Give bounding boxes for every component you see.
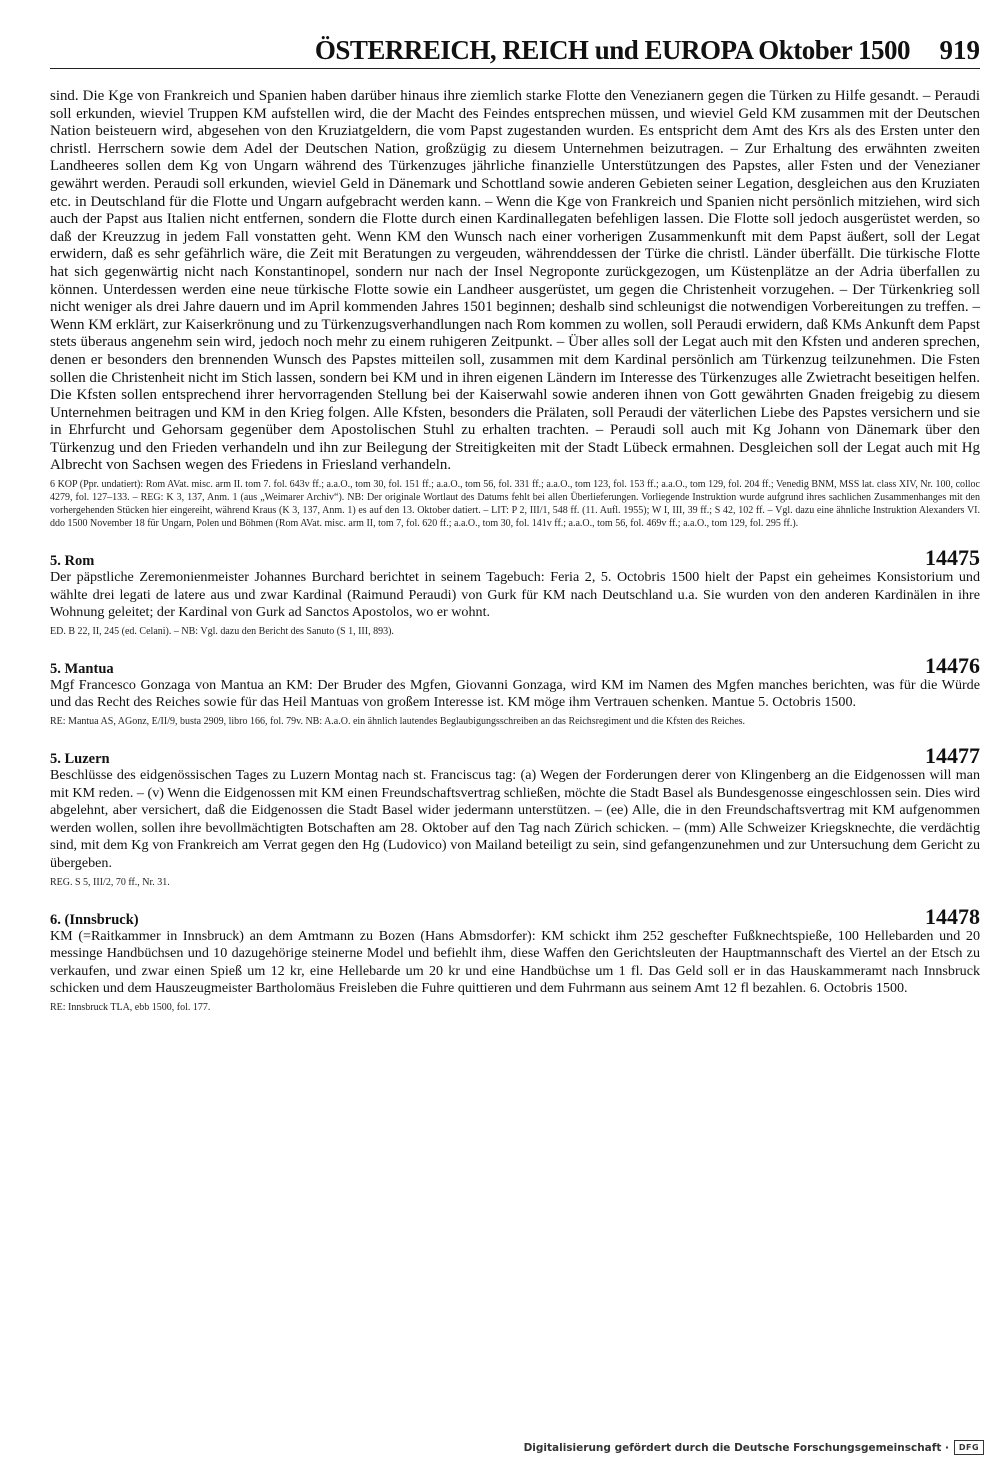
entry-date-place: 5. Rom <box>50 553 95 570</box>
entry-text: Der päpstliche Zeremonienmeister Johannes Burchard berichtet in seinem Tagebuch: Feria 2, 5. Octobris 1500 hielt der Papst ein geheimes Konsistorium und wählte drei legati de latere aus und zwar Kardinal (Raimund Peraudi) von Gurk für KM nach Deutschland u.a. Sie wurden von den anderen Kardinälen in ihre Wohnung geleitet; der Kardinal von Gurk ad Sanctos Apostolos, wo er wohnt. <box>50 569 980 621</box>
entry-source-note: RE: Mantua AS, AGonz, E/II/9, busta 2909, libro 166, fol. 79v. NB: A.a.O. ein ähnlich lautendes Beglaubigungsschreiben an das Reichsregiment und die Kfsten des Reiches. <box>50 716 746 728</box>
intro-paragraph: sind. Die Kge von Frankreich und Spanien haben darüber hinaus ihre ziemlich starke Flotte den Venezianern gegen die Türken zu Hilfe gesandt. – Peraudi soll erkunden, wieviel Truppen KM aufstellen wird, die der Macht des Feindes entsprechen müssen, und wieviel Geld KM zusammen mit der Deutschen Nation beisteuern wird, abgesehen von den Kruziatgeldern, die vom Papst zugestanden wurden. Es entspricht dem Amt des Krs als des Ersten unter den christl. Herrschern sowie dem Adel der Deutschen Nation, großzügig zu diesem Unternehmen beizutragen. – Zur Erhaltung des erwähnten zweiten Landheeres sollen dem Kg von Ungarn während des Türkenzuges jährliche finanzielle Unterstützungen des Papstes, aller Fsten und der Venezianer gewährt werden. Peraudi soll erkunden, wieviel Geld in Dänemark und Schottland sowie anderen Gebieten seiner Legation, desgleichen aus den Kruziaten etc. in Deutschland für die Flotte und Ungarn aufgebracht werden kann. – Wenn die Kge von Frankreich und Spanien nicht persönlich mitziehen, wird sich auch der Papst aus Italien nicht entfernen, sondern die Flotte durch einen Kardinallegaten befehligen lassen. Die Flotte soll jedoch ausgerüstet werden, so daß der Kreuzzug in jedem Fall vonstatten geht. Wenn KM den Wunsch nach einer vorherigen Zusammenkunft mit dem Papst äußert, soll der Legat erwidern, daß es sehr gefährlich wäre, die Zeit mit Beratungen zu vergeuden, währenddessen der Türke die christl. Länder überfällt. Die türkische Flotte hat sich gegenwärtig nicht nach Konstantinopel, sondern nur nach der Insel Negroponte zurückgezogen, um Küstenplätze an der Adria überfallen zu können. Unterdessen werden eine neue türkische Flotte sowie ein Landheer ausgerüstet, um gegen die Christenheit vorzugehen. – Der Türkenkrieg soll nicht weniger als drei Jahre dauern und im April kommenden Jahres 1501 beginnen; deshalb sind schleunigst die notwendigen Vorbereitungen zu treffen. – Wenn KM erklärt, zur Kaiserkrönung und zu Türkenzugsverhandlungen nach Rom kommen zu wollen, soll Peraudi erwidern, daß KMs Ankunft dem Papst stets überaus angenehm sein wird, jedoch noch mehr zu einem ruhigeren Zeitpunkt. – Über alles soll der Legat auch mit den Kfsten und anderen sprechen, denen er besonders den brennenden Wunsch des Papstes mitteilen soll, zusammen mit dem Kardinal persönlich am Türkenzug teilzunehmen. Die Fsten sollen die Christenheit nicht im Stich lassen, sondern bei KM und in ihren eigenen Ländern im Interesse des Türkenzuges alle Zwietracht beseitigen helfen. Die Kfsten sollen entsprechend ihrer hervorragenden Stellung bei der Kaiserwahl sowie anderen ihnen von Gott gewährten Gnaden freigebig zu diesem Unternehmen beitragen und KM in den Krieg folgen. Alle Kfsten, besonders die Prälaten, soll Peraudi der väterlichen Liebe des Papstes versichern und sie in Ehrfurcht und Gehorsam gegenüber dem Apostolischen Stuhl zu erhalten trachten. – Peraudi soll auch mit Kg Johann von Dänemark über den Türkenzug und den Frieden verhandeln und ihn zur Beilegung der Streitigkeiten mit der Stadt Lübeck ermahnen. Desgleichen soll der Legat auch mit Hg Albrecht von Sachsen wegen des Friedens in Friesland verhandeln. <box>50 88 980 474</box>
header-rule <box>50 68 980 69</box>
running-title: ÖSTERREICH, REICH und EUROPA Oktober 1500 <box>314 35 910 65</box>
entry-date-place: 5. Luzern <box>50 751 110 768</box>
funding-text: Digitalisierung gefördert durch die Deutsche Forschungsgemeinschaft · <box>523 1441 949 1454</box>
entry-text: Mgf Francesco Gonzaga von Mantua an KM: Der Bruder des Mgfen, Giovanni Gonzaga, wird KM im Namen des Mgfen manches berichten, was für die Würde und das Recht des Reiches sowie für das Heil Mantuas von großem Interesse ist. KM möge ihm Vertrauen schenken. Mantue 5. Octobris 1500. <box>50 676 980 711</box>
entry-date-place: 6. (Innsbruck) <box>50 911 139 928</box>
entry-14477 <box>50 745 980 889</box>
entry-number: 14476 <box>925 652 980 678</box>
entry-number: 14475 <box>925 545 980 571</box>
entry-number: 14478 <box>925 903 980 929</box>
dfg-logo-icon: DFG <box>954 1440 984 1455</box>
entry-source-note: ED. B 22, II, 245 (ed. Celani). – NB: Vgl. dazu den Bericht des Sanuto (S 1, III, 893). <box>50 625 394 637</box>
entry-text: Beschlüsse des eidgenössischen Tages zu Luzern Montag nach st. Franciscus tag: (a) Wegen der Forderungen derer von Klingenberg an die Eidgenossen will man mit KM reden. – (v) Wenn die Eidgenossen mit KM einen Freundschaftsvertrag schließen, möchte die Stadt Basel als Bundesgenosse eingeschlossen sein. Dies wird abgelehnt, aber versichert, daß die Eidgenossen die Stadt Basel wider jedermann unterstützen. – (ee) Alle, die in den Freundschaftsvertrag mit KM aufgenommen werden wollen, sollen ihre bevollmächtigten Botschaften am 28. Oktober auf den Tag nach Zürich schicken. – (mm) Alle Schweizer Kriegsknechte, die verdächtig sind, mit dem Kg von Frankreich am Verrat gegen den Hg (Ludovico) von Mailand beteiligt zu sein, sind gefangenzunehmen und zur Untersuchung dem Gericht zu übergeben. <box>50 767 980 871</box>
entry-14475 <box>50 547 980 638</box>
page-number: 919 <box>939 35 980 65</box>
entry-source-note: RE: Innsbruck TLA, ebb 1500, fol. 177. <box>50 1001 211 1013</box>
entry-heading <box>50 652 980 678</box>
entry-heading <box>50 903 980 929</box>
running-header <box>50 34 980 66</box>
entry-date-place: 5. Mantua <box>50 660 114 677</box>
entry-number: 14477 <box>925 743 980 769</box>
entry-heading <box>50 547 980 569</box>
page-body <box>50 88 980 1014</box>
entry-14476 <box>50 652 980 728</box>
funding-footer <box>524 1440 984 1455</box>
entry-text: KM (=Raitkammer in Innsbruck) an dem Amtmann zu Bozen (Hans Abmsdorfer): KM schickt ihm 252 geschefter Fußknechtspieße, 100 Hellebarden und 20 messinge Handbüchsen und 10 dazugehörige steinerne Model und befiehlt ihm, diese Waffen den Gerichtsleuten der Hauptmannschaft des Viertel an der Etsch zu verkaufen, und zwar einen Spieß um 12 kr, eine Hellebarde um 20 kr und eine Handbüchse um 1 fl. Das Geld soll er in das Hauskammeramt nach Innsbruck schicken und dem Hauszeugmeister Bartholomäus Freisleben die Fuhre quittieren und dem Fuhrmann aus seinem Amt 12 fl bezahlen. 6. Octobris 1500. <box>50 927 980 997</box>
entry-14478 <box>50 903 980 1014</box>
entry-heading <box>50 745 980 767</box>
entry-source-note: REG. S 5, III/2, 70 ff., Nr. 31. <box>50 876 170 888</box>
intro-source-note: 6 KOP (Ppr. undatiert): Rom AVat. misc. arm II. tom 7. fol. 643v ff.; a.a.O., tom 30, fol. 151 ff.; a.a.O., tom 56, fol. 331 ff.; a.a.O., tom 123, fol. 153 ff.; a.a.O., tom 129, fol. 204 ff.; Venedig BNM, MSS lat. class XIV, Nr. 100, colloc 4279, fol. 127–133. – REG: K 3, 137, Anm. 1 (aus „Weimarer Archiv“). NB: Der originale Wortlaut des Datums fehlt bei allen Überlieferungen. Vorliegende Instruktion wurde aufgrund ihres sachlichen Zusammenhanges mit den vorhergehenden Stücken hier eingereiht, während Kraus (K 3, 137, Anm. 1) es auf den 13. Oktober datiert. – LIT: P 2, III/1, 548 ff. (11. Aufl. 1955); W I, III, 39 ff.; S 42, 102 ff. – Vgl. dazu eine ähnliche Instruktion Alexanders VI. ddo 1500 November 18 für Ungarn, Polen und Böhmen (Rom AVat. misc. arm II, tom 7, fol. 620 ff.; a.a.O., tom 30, fol. 141v ff.; a.a.O., tom 56, fol. 469v ff.; a.a.O., tom 129, fol. 295 ff.). <box>50 479 980 530</box>
